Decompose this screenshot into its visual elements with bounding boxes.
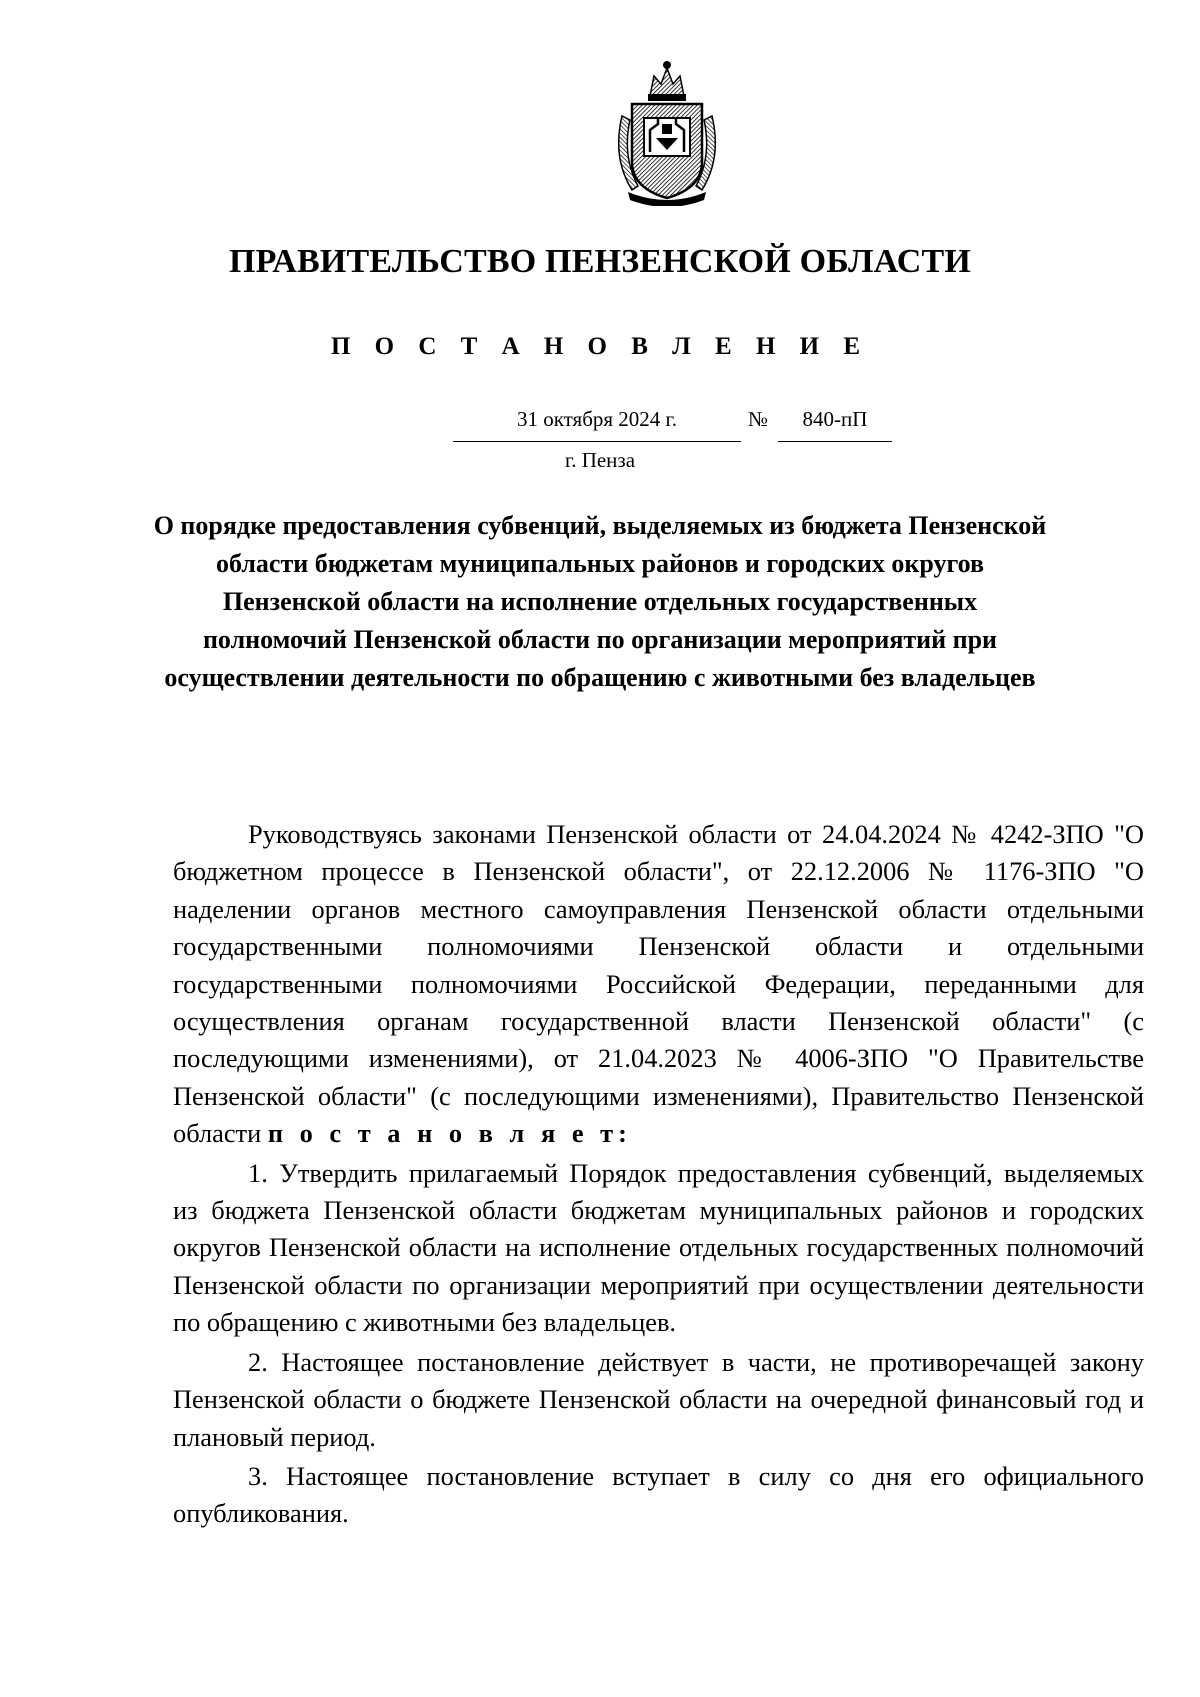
city: г. Пенза [564,448,636,472]
document-body [173,816,1144,1533]
document-subject: О порядке предоставления субвенций, выделяемых из бюджета Пензенской области бюджетам муниципальных районов и городских округов Пензенской области на исполнение отдельных государственных полномочий Пензенской области по организации мероприятий при осуществлении деятельности по обращению с животными без владельцев [153,511,1047,692]
document-date: 31 октября 2024 г. [453,407,741,442]
resolves-word: п о с т а н о в л я е т: [267,1118,632,1149]
document-type: П О С Т А Н О В Л Е Н И Е [330,333,870,360]
item-paragraph: 1. Утвердить прилагаемый Порядок предоставления субвенций, выделяемых из бюджета Пензенской области бюджетам муниципальных районов и городских округов Пензенской области на исполнение отдельных государственных полномочий Пензенской области по организации мероприятий при осуществлении деятельности по обращению с животными без владельцев. [173,1157,1144,1338]
coat-of-arms-icon [608,58,726,206]
item-paragraph: 2. Настоящее постановление действует в части, не противоречащей закону Пензенской области о бюджете Пензенской области на очередной финансовый год и плановый период. [173,1346,1144,1452]
item-paragraph: 3. Настоящее постановление вступает в силу со дня его официального опубликования. [173,1460,1144,1529]
preamble-text: Руководствуясь законами Пензенской области от 24.04.2024 № 4242-ЗПО "О бюджетном процессе в Пензенской области", от 22.12.2006 № 1176-ЗПО "О наделении органов местного самоуправления Пензенской области отдельными государственными полномочиями Пензенской области и отдельными государственными полномочиями Российской Федерации, переданными для осуществления органам государственной власти Пензенской области" (с последующими изменениями), от 21.04.2023 № 4006-ЗПО "О Правительстве Пензенской области" (с последующими изменениями), Правительство Пензенской области [173,819,1144,1149]
number-sign: № [747,407,769,431]
organization-title: ПРАВИТЕЛЬСТВО ПЕНЗЕНСКОЙ ОБЛАСТИ [228,243,971,280]
preamble-paragraph [173,816,1144,1153]
document-number: 840-пП [778,407,892,442]
